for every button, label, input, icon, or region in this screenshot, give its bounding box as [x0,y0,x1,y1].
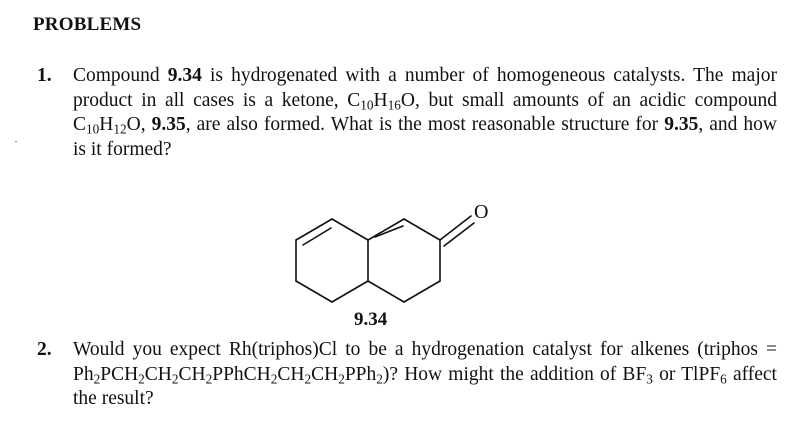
section-heading: PROBLEMS [33,14,142,35]
problem-number: 2. [37,339,52,360]
scan-speck [15,141,17,142]
oxygen-atom-label: O [474,201,489,223]
problem-text: Compound 9.34 is hydrogenated with a number of homogeneous catalysts. The major product in all cases is a ketone, $C_{10}H_{16}O$, but small amounts of an acidic compound $C_{10}H_{12}O$, 9.35, are also formed. What is the most reasonable structure for 9.35, and how is it formed? [73,65,777,160]
problem-1 [37,64,777,162]
problem-2 [37,338,777,412]
problem-number: 1. [37,65,52,86]
bicyclic-enone-structure [283,185,513,335]
structure-9-34 [283,185,513,335]
problem-text: Would you expect Rh(triphos)Cl to be a hydrogenation catalyst for alkenes (triphos = $Ph_2PCH_2CH_2CH_2PPhCH_2CH_2CH_2PPh_2$)? How might the addition of $BF_3$ or TlPF$_6$ affect the result? [73,339,777,409]
figure-label: 9.34 [354,309,388,330]
